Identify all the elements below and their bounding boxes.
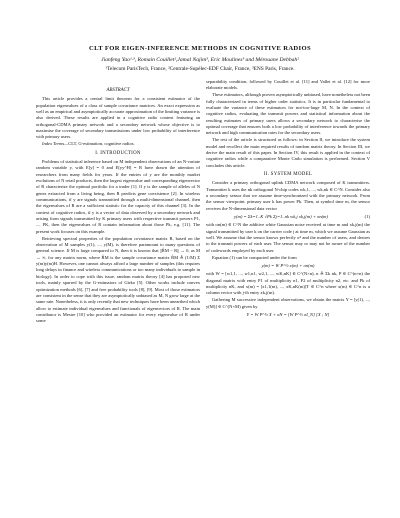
equation-number: (1) xyxy=(364,214,370,220)
body-paragraph: with σn(m) ∈ C^N the additive white Gaussian noise received at time m and xk,j(m) the signal transmitted by user k on the carrier code j at time m, which we assume Gaussian as well. We assume that the sensor knows perfectly σ² and the number of users, and desires to the transmit powers of each user. The sensor may or may not be aware of the number of codewords employed by each user. xyxy=(206,222,370,253)
equation-body: y(m) = Σk=1..K √Pk Σj=1..nk wk,j xk,j(m) + σn(m) xyxy=(233,214,329,220)
abstract-heading: ABSTRACT xyxy=(106,88,130,93)
right-column xyxy=(206,79,370,320)
left-column xyxy=(36,88,200,325)
abstract-text: This article provides a central limit theorem for a consistent estimator of the population eigenvalues of a class of sample covariance matrices. An exact expression as well as an empirical and asymptotically accurate approximation of the limiting variance is also derived. These results are applied in a cognitive radio context featuring an orthogonal-CDMA primary network and a secondary network whose objective is to maximise the coverage of secondary transmissions under low probability of interference with primary users. xyxy=(36,96,200,140)
body-paragraph: with W = [w1,1, ..., w1,n1, w2,1, ..., wK,nK] ∈ C^(N×n), n ≜ Σk nk, P ∈ C^(n×n) the diagonal matrix with entry P1 of multiplicity n1, P2 of multiplicity n2, etc. and Pk of multiplicity nK, and x(m) = [x1,1(m), ..., xK,nK(m)]T ∈ C^n where x(m) ∈ C^n is a column vector with j-th entry xk,j(m). xyxy=(206,271,370,296)
body-paragraph: These estimators, although proven asymptotically unbiased, have nonetheless not been fully characterized in terms of higher order statistics. It is in particular fundamental to evaluate the variance of these estimators for not-too-large M, N. In the context of cognitive radios, evaluating the transmit powers and statistical information about the resulting estimates of primary users allows a secondary network to characterise the optimal coverage that ensures both a low probability of interference towards the primary network and high communication rates for the secondary users. xyxy=(206,92,370,136)
body-paragraph: Gathering M successive independent observations, we obtain the matrix Y = [y(1), ..., y(M)] ∈ C^(N×M) given by xyxy=(206,297,370,309)
equation-body: Y = W P^½ X + σN = [W P^½ σI_N] [X ; N] xyxy=(246,312,330,318)
section-heading-introduction: I. INTRODUCTION xyxy=(95,150,141,156)
paper-affiliations: ¹Telecom ParisTech, France, ²Centrale-Supélec-EDF Chair, France, ³ENS Paris, France. xyxy=(105,66,295,72)
index-terms xyxy=(36,141,200,147)
paper-authors: Jianfeng Yao¹·³, Romain Couillet²,Jamal Najim³, Eric Moulines³ and Mérouane Debbah² xyxy=(101,57,299,63)
index-terms-text: CLT, G-estimation, cognitive radios. xyxy=(68,141,135,147)
paper-title: CLT FOR EIGEN-INFERENCE METHODS IN COGNITIVE RADIOS xyxy=(89,45,311,52)
equation-1 xyxy=(206,214,370,220)
equation-3 xyxy=(206,312,370,318)
body-paragraph: separability condition, followed by Couillet et al. [11] and Vallet et al. [12] for more elaborate models. xyxy=(206,79,370,91)
section-heading-system-model: II. SYSTEM MODEL xyxy=(263,172,313,177)
body-paragraph: Consider a primary orthogonal uplink CDMA network composed of K transmitters. Transmitter k uses the nk orthogonal N-chip codes wk,1, ..., wk,nk ∈ C^N. Consider also a secondary sensor that we assume time-synchronized with the primary network. From the sensor viewpoint, primary user k has power Pk. Then, at symbol time m, the sensor receives the N-dimensional data vector xyxy=(206,180,370,211)
body-paragraph: Equation (1) can be compacted under the form xyxy=(212,254,297,260)
index-terms-label: Index Terms— xyxy=(42,141,69,147)
equation-body: y(m) = W P^½ x(m) + σn(m) xyxy=(261,263,315,269)
intro-paragraph: Retrieving spectral properties of the population covariance matrix R, based on the observation of M samples y(1), ..., y(M), is therefore paramount to many questions of general science. If M is large compared to N, then it is known that ||R̂M − R|| → 0, as M → ∞, for any matrix norm, where R̂M is the sample covariance matrix R̂M ≜ (1/M) Σ y(m)y(m)H. However, one cannot always afford a large number of samples (this requires long delays in finance and wireless communications or too many individuals to sample in biology). In order to cope with this issue, random matrix theory [4] has proposed new tools, mainly spurred by the G-estimators of Girko [5]. Other works include convex optimization methods [6], [7] and free probability tools [8], [9]. Most of those estimators are consistent in the sense that they are asymptotically unbiased as M, N grow large at the same rate. Nonetheless, it is only recently that new techniques have been unearthed which allow to estimate individual eigenvalues and functionals of eigenvectors of R. The main contributor is Mestre [10] who provided an estimator for every eigenvalue of R under some xyxy=(36,235,200,324)
body-paragraph: The rest of the article is structured as follows: in Section II, we introduce the system model and recollect the main required results of random matrix theory. In Section III, we derive the main result of this paper. In Section IV, this result is applied in the context of cognitive radios while a comparative Monte Carlo simulation is performed. Section V concludes this article. xyxy=(206,137,370,168)
intro-paragraph: Problems of statistical inference based on M independent observations of an N-variate random variable y, with E[y] = 0 and E[yy^H] = R have drawn the attention of researchers from many fields for years. If the entries of y are the monthly market evolutions of N retail products, then the largest eigenvalue and corresponding eigenvector of R characterize the optimal portfolio for a trader [1]. If y is the sample of alleles of N genes extracted from a living being, then R predicts gene coexistence [2]. In wireless communications, if y are signals transmitted through a multi-dimensional channel, then the eigenvalues of R are a sufficient statistic for the capacity of this channel [3]. In the context of cognitive radios, if y is a vector of data observed by a secondary network and arising from signals transmitted by K primary users with respective transmit powers P1, ..., PK, then the eigenvalues of R contain information about those Pk, e.g. [11]. The present work focuses on this example. xyxy=(36,159,200,234)
equation-2 xyxy=(206,263,370,269)
